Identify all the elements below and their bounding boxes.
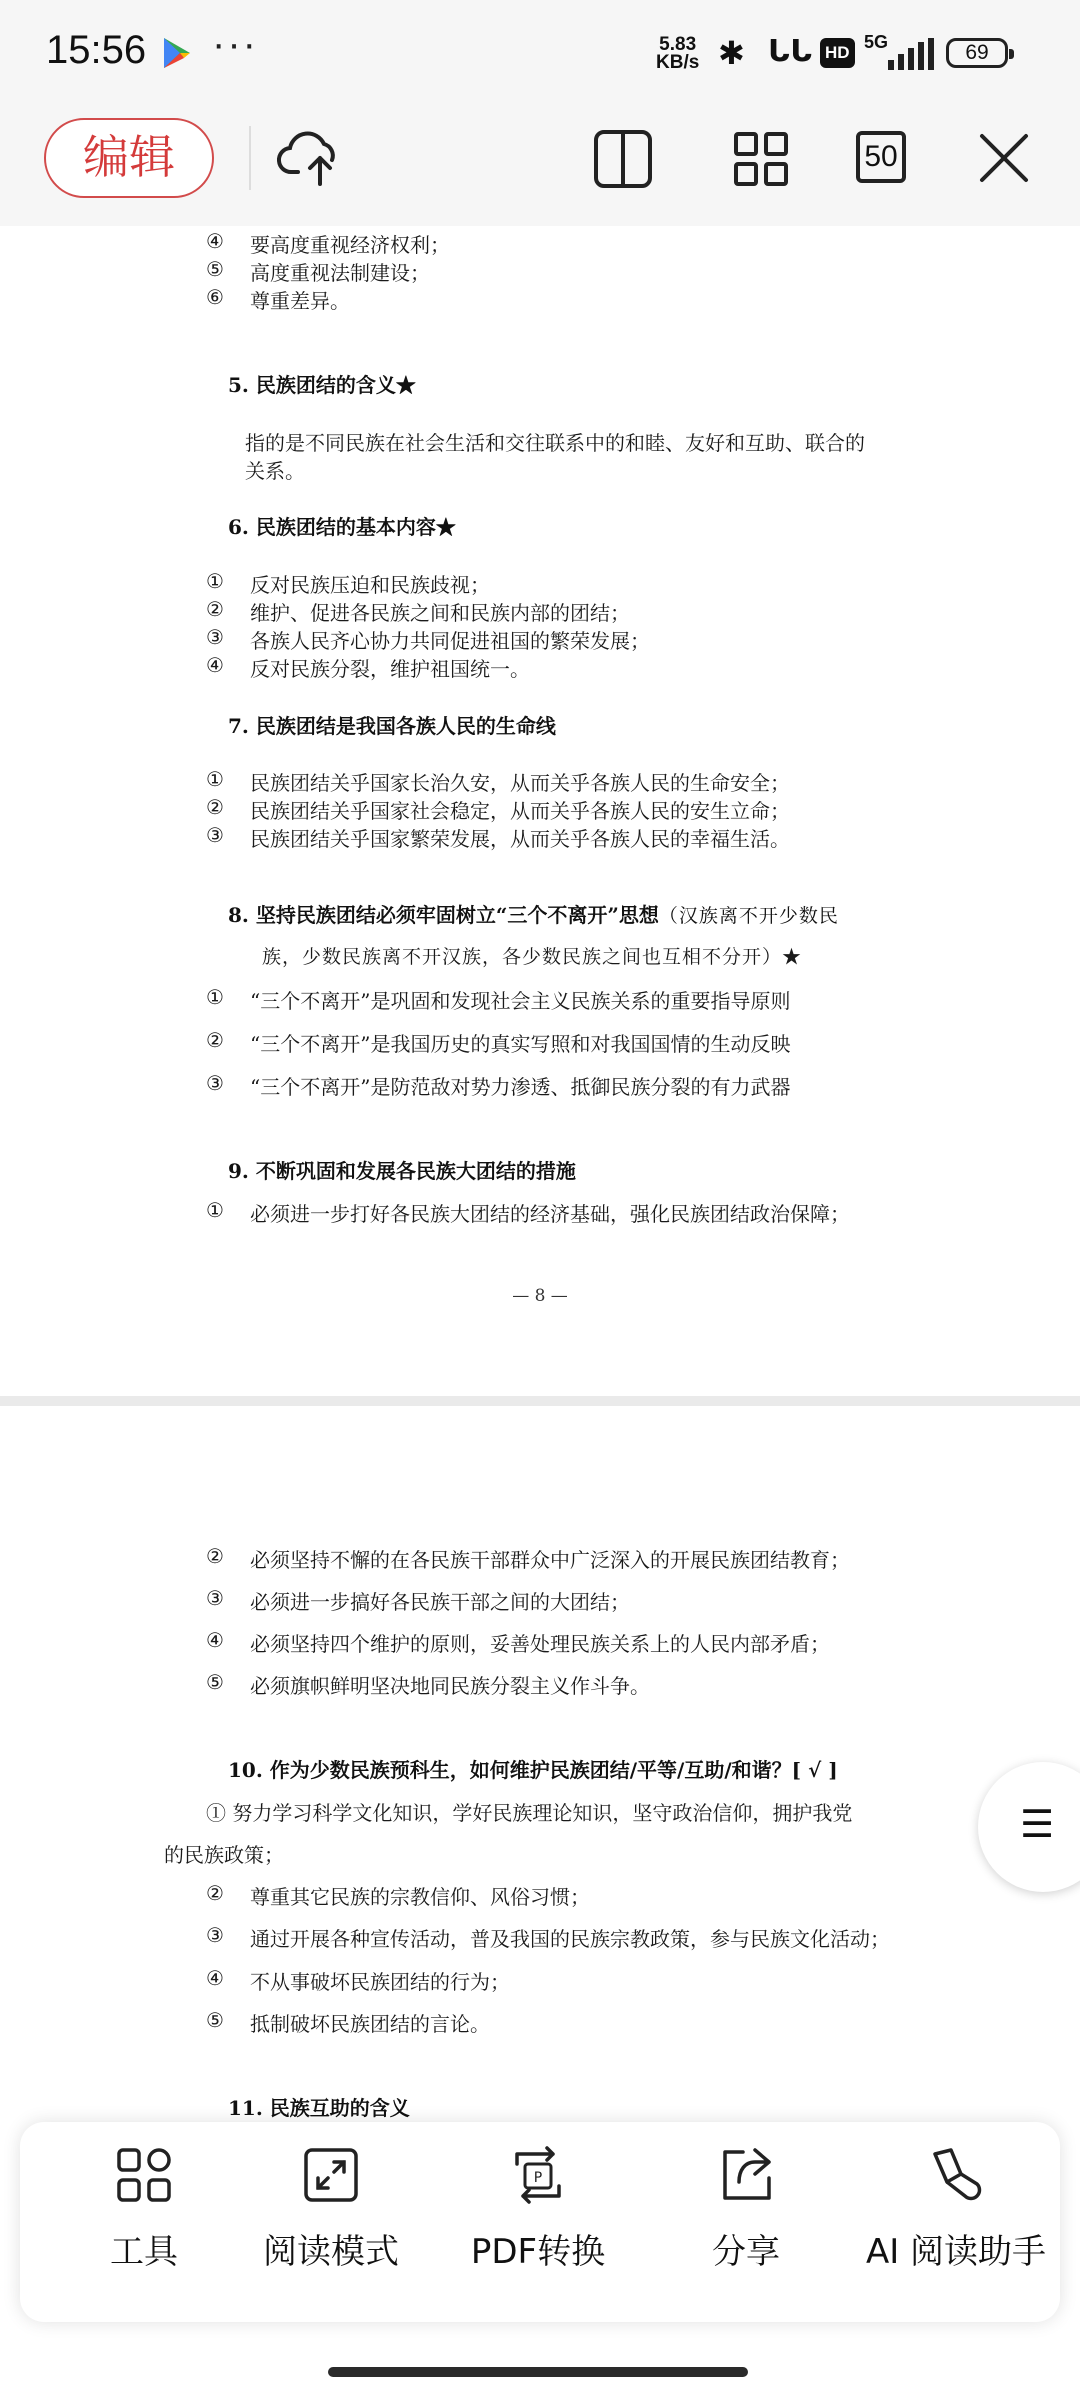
list-item: 必须进一步搞好各民族干部之间的大团结； <box>250 1590 630 1614</box>
list-item: “三个不离开”是防范敌对势力渗透、抵御民族分裂的有力武器 <box>250 1075 791 1099</box>
list-item: “三个不离开”是巩固和发现社会主义民族关系的重要指导原则 <box>250 989 791 1013</box>
pdf-convert-button[interactable] <box>438 2144 638 2304</box>
list-item: 反对民族压迫和民族歧视； <box>250 573 490 597</box>
list-number: ② <box>206 1544 224 1568</box>
list-number: ② <box>206 1028 224 1052</box>
list-item: 尊重其它民族的宗教信仰、风俗习惯； <box>250 1885 590 1909</box>
bottom-action-bar <box>20 2122 1060 2322</box>
ai-assistant-button[interactable] <box>856 2144 1056 2304</box>
section-heading: 6. 民族团结的基本内容★ <box>228 515 456 539</box>
list-item: 通过开展各种宣传活动，普及我国的民族宗教政策，参与民族文化活动； <box>250 1927 890 1951</box>
page-divider <box>0 1396 1080 1406</box>
list-item: “三个不离开”是我国历史的真实写照和对我国国情的生动反映 <box>250 1032 791 1056</box>
page-count-button[interactable]: 50 <box>856 131 906 183</box>
list-number: ④ <box>206 1628 224 1652</box>
bluetooth-icon: ✱ <box>718 34 745 72</box>
list-number: ⑤ <box>206 2008 224 2032</box>
paragraph-line: 关系。 <box>245 459 305 483</box>
list-number: ⑤ <box>206 257 224 281</box>
net-speed-unit: KB/s <box>656 52 700 73</box>
list-number: ④ <box>206 653 224 677</box>
section-heading <box>228 899 839 928</box>
paragraph-line: 指的是不同民族在社会生活和交往联系中的和睦、友好和互助、联合的 <box>245 431 865 455</box>
section-heading-note: 族，少数民族离不开汉族，各少数民族之间也互相不分开）★ <box>262 946 803 968</box>
list-item: 必须进一步打好各民族大团结的经济基础，强化民族团结政治保障； <box>250 1202 850 1226</box>
share-icon <box>715 2144 777 2206</box>
list-number: ③ <box>206 1923 224 1947</box>
list-item: 民族团结关乎国家社会稳定，从而关乎各族人民的安生立命； <box>250 799 790 823</box>
section-heading: 9. 不断巩固和发展各民族大团结的措施 <box>228 1159 576 1183</box>
cloud-upload-icon[interactable] <box>276 122 346 194</box>
signal-icon <box>884 38 934 70</box>
list-number: ② <box>206 597 224 621</box>
list-number: ② <box>206 1881 224 1905</box>
list-item: 不从事破坏民族团结的行为； <box>250 1970 510 1994</box>
list-number: ① <box>206 767 224 791</box>
page-number: — 8 — <box>512 1286 568 1306</box>
section-heading-note: （汉族离不开少数民 <box>658 905 839 927</box>
section-heading: 7. 民族团结是我国各族人民的生命线 <box>228 714 556 738</box>
section-heading: 5. 民族团结的含义★ <box>228 373 416 397</box>
list-number: ① <box>206 985 224 1009</box>
clock: 15:56 <box>46 28 147 72</box>
list-number: ① <box>206 569 224 593</box>
pdf-convert-icon <box>507 2144 569 2206</box>
close-icon[interactable] <box>968 122 1038 194</box>
list-item: 高度重视法制建设； <box>250 261 430 285</box>
svg-text:P: P <box>533 2170 543 2186</box>
reading-mode-button[interactable] <box>231 2144 431 2304</box>
network-type: 5G <box>864 32 889 52</box>
section-heading-title: 8. 坚持民族团结必须牢固树立“三个不离开”思想 <box>228 903 659 927</box>
list-item: 民族团结关乎国家长治久安，从而关乎各族人民的生命安全； <box>250 771 790 795</box>
list-item: 必须坚持四个维护的原则，妥善处理民族关系上的人民内部矛盾； <box>250 1632 830 1656</box>
tools-grid-icon <box>113 2144 175 2206</box>
thumbnail-grid-icon[interactable] <box>726 122 796 194</box>
status-bar <box>0 0 1080 110</box>
list-number: ② <box>206 795 224 819</box>
paragraph-line: ① 努力学习科学文化知识，学好民族理论知识，坚守政治信仰，拥护我党 <box>206 1801 853 1825</box>
list-item: 抵制破坏民族团结的言论。 <box>250 2012 490 2036</box>
top-toolbar <box>0 110 1080 227</box>
list-item: 必须旗帜鲜明坚决地同民族分裂主义作斗争。 <box>250 1674 650 1698</box>
list-number: ④ <box>206 229 224 253</box>
edit-button[interactable]: 编辑 <box>44 118 214 198</box>
tools-label: 工具 <box>110 2232 178 2272</box>
play-store-icon <box>162 36 192 70</box>
list-item: 反对民族分裂，维护祖国统一。 <box>250 657 530 681</box>
net-speed-value: 5.83 <box>659 34 697 55</box>
list-number: ③ <box>206 1071 224 1095</box>
section-heading: 11. 民族互助的含义 <box>228 2096 410 2120</box>
menu-icon: ☰ <box>1020 1802 1055 1846</box>
list-number: ③ <box>206 625 224 649</box>
list-item: 要高度重视经济权利； <box>250 233 450 257</box>
list-number: ③ <box>206 823 224 847</box>
paragraph-line: 的民族政策； <box>164 1843 284 1867</box>
hd-badge: HD <box>820 38 855 68</box>
list-item: 尊重差异。 <box>250 289 350 313</box>
list-number: ④ <box>206 1966 224 1990</box>
expand-icon <box>300 2144 362 2206</box>
battery-icon: 69 <box>946 38 1008 68</box>
list-number: ③ <box>206 1586 224 1610</box>
section-heading: 10. 作为少数民族预科生，如何维护民族团结/平等/互助/和谐？[ √ ] <box>228 1758 838 1782</box>
list-item: 民族团结关乎国家繁荣发展，从而关乎各族人民的幸福生活。 <box>250 827 790 851</box>
list-item: 必须坚持不懈的在各民族干部群众中广泛深入的开展民族团结教育； <box>250 1548 850 1572</box>
toolbar-divider <box>249 126 251 190</box>
pdf-convert-label: PDF转换 <box>470 2232 606 2272</box>
ai-assistant-label: AI 阅读助手 <box>865 2232 1047 2272</box>
list-item: 维护、促进各民族之间和民族内部的团结； <box>250 601 630 625</box>
reading-mode-label: 阅读模式 <box>263 2232 399 2272</box>
document-page-8 <box>0 226 1080 1400</box>
list-number: ① <box>206 1198 224 1222</box>
share-label: 分享 <box>712 2232 780 2272</box>
list-item: 各族人民齐心协力共同促进祖国的繁荣发展； <box>250 629 650 653</box>
net-speed <box>656 36 699 72</box>
tools-button[interactable] <box>44 2144 244 2304</box>
list-number: ⑤ <box>206 1670 224 1694</box>
split-view-icon[interactable] <box>588 122 658 194</box>
earbuds-icon: ᒐᒐ <box>768 34 813 69</box>
home-indicator[interactable] <box>328 2367 748 2377</box>
ai-assistant-icon <box>925 2144 987 2206</box>
list-number: ⑥ <box>206 285 224 309</box>
more-notifications-icon: ··· <box>212 22 258 66</box>
share-button[interactable] <box>646 2144 846 2304</box>
